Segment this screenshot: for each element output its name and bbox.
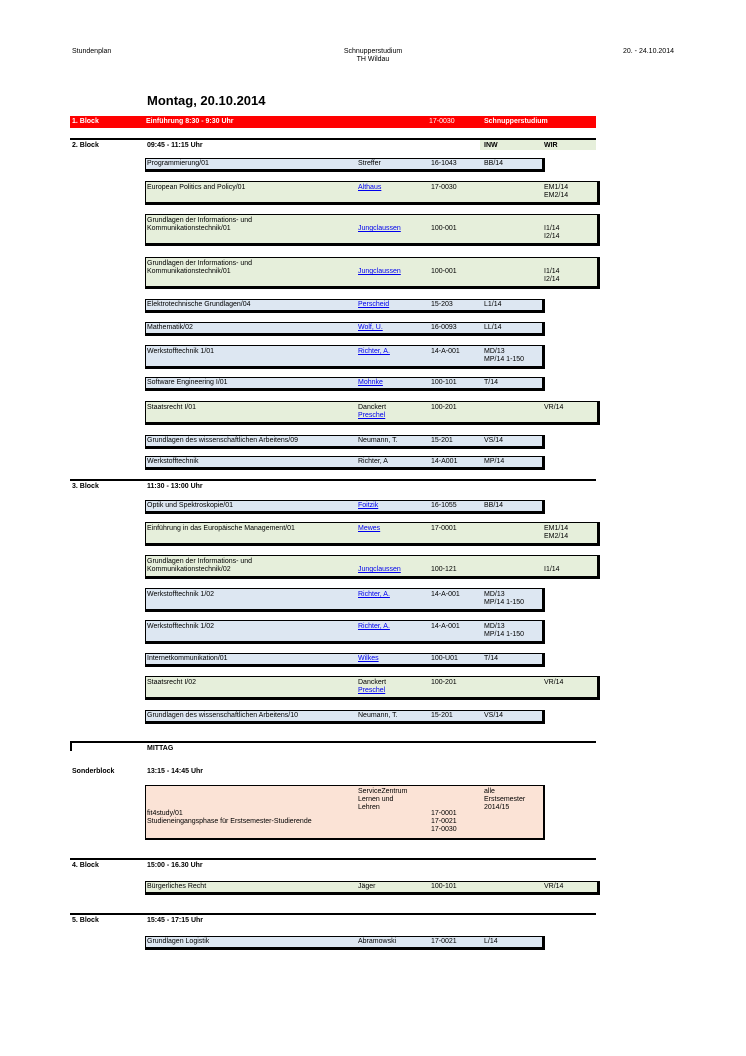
lecturer-link[interactable]: Jungclaussen bbox=[358, 268, 401, 275]
sonder-label: Sonderblock bbox=[72, 768, 115, 775]
header-center-line1: Schnupperstudium bbox=[343, 48, 403, 55]
lecturer-link[interactable]: Richter, A. bbox=[358, 623, 390, 630]
mittag-rule bbox=[70, 741, 596, 743]
room: 16-0093 bbox=[431, 324, 457, 331]
course-name: Elektrotechnische Grundlagen/04 bbox=[147, 301, 251, 308]
room: 100-001 bbox=[431, 225, 457, 232]
course-name: Mathematik/02 bbox=[147, 324, 193, 331]
room: 100-101 bbox=[431, 883, 457, 890]
group-wir: EM1/14 EM2/14 bbox=[544, 184, 569, 199]
lecturer-link[interactable]: Wilkes bbox=[358, 655, 379, 662]
course-name: Grundlagen des wissenschaftlichen Arbeitens/09 bbox=[147, 437, 298, 444]
room: 14-A-001 bbox=[431, 348, 460, 355]
header-right: 20. - 24.10.2014 bbox=[623, 48, 674, 55]
group-inw: L/14 bbox=[484, 938, 498, 945]
block1-label: 1. Block bbox=[72, 118, 99, 125]
room: 14-A-001 bbox=[431, 591, 460, 598]
group-wir: EM1/14 EM2/14 bbox=[544, 525, 569, 540]
room: 15-203 bbox=[431, 301, 453, 308]
lecturer-primary: Danckert bbox=[358, 679, 387, 686]
block3-time: 11:30 - 13:00 Uhr bbox=[147, 483, 203, 490]
course-name: Staatsrecht I/02 bbox=[147, 679, 197, 686]
block1-note: Schnupperstudium bbox=[484, 118, 548, 125]
group-inw: BB/14 bbox=[484, 502, 504, 509]
lecturer-link[interactable]: Wolf, U. bbox=[358, 324, 383, 331]
sonder-time: 13:15 - 14:45 Uhr bbox=[147, 768, 204, 775]
room: 100-121 bbox=[431, 566, 457, 573]
room: 100-201 bbox=[431, 679, 457, 686]
lecturer: Neumann, T. bbox=[358, 712, 398, 719]
course-name: Grundlagen der Informations- und Kommunikationstechnik/01 bbox=[147, 260, 253, 275]
header-left: Stundenplan bbox=[72, 48, 112, 55]
lecturer-link[interactable]: Mewes bbox=[358, 525, 381, 532]
group-wir: VR/14 bbox=[544, 679, 564, 686]
room: 17-0001 17-0021 17-0030 bbox=[431, 810, 457, 833]
course-name: Optik und Spektroskopie/01 bbox=[147, 502, 233, 509]
room: 17-0001 bbox=[431, 525, 457, 532]
group-wir: I1/14 I2/14 bbox=[544, 268, 560, 283]
block1-room: 17-0030 bbox=[429, 118, 455, 125]
block4-time: 15:00 - 16.30 Uhr bbox=[147, 862, 203, 869]
header-center-line2: TH Wildau bbox=[356, 56, 390, 63]
group-wir: VR/14 bbox=[544, 883, 564, 890]
lecturer-link[interactable]: Foitzik bbox=[358, 502, 379, 509]
group: alle Erstsemester 2014/15 bbox=[484, 788, 526, 811]
block2-time: 09:45 - 11:15 Uhr bbox=[147, 142, 203, 149]
course-name: Grundlagen des wissenschaftlichen Arbeitens/10 bbox=[147, 712, 298, 719]
lecturer-primary: Danckert bbox=[358, 404, 387, 411]
course-name: Internetkommunikation/01 bbox=[147, 655, 228, 662]
group-inw: MP/14 bbox=[484, 458, 505, 465]
group-inw: VS/14 bbox=[484, 712, 504, 719]
course-name: Werkstofftechnik bbox=[147, 458, 199, 465]
course-name: Software Engineering I/01 bbox=[147, 379, 228, 386]
course-name: Einführung in das Europäische Management/01 bbox=[147, 525, 295, 532]
room: 17-0030 bbox=[431, 184, 457, 191]
course-name: Werkstofftechnik 1/02 bbox=[147, 591, 215, 598]
day-title: Montag, 20.10.2014 bbox=[147, 93, 266, 108]
group-wir: I1/14 I2/14 bbox=[544, 225, 560, 240]
block4-rule bbox=[70, 858, 596, 860]
group-inw: MD/13 MP/14 1-150 bbox=[484, 623, 525, 638]
block1-bar bbox=[70, 116, 596, 128]
lecturer-link[interactable]: Richter, A. bbox=[358, 591, 390, 598]
course-name: Staatsrecht I/01 bbox=[147, 404, 197, 411]
block2-label: 2. Block bbox=[72, 142, 99, 149]
group-wir: I1/14 bbox=[544, 566, 560, 573]
course-name: Programmierung/01 bbox=[147, 160, 209, 167]
block3-rule bbox=[70, 479, 596, 481]
course-name: Grundlagen der Informations- und Kommunikationstechnik/01 bbox=[147, 217, 253, 232]
block5-time: 15:45 - 17:15 Uhr bbox=[147, 917, 204, 924]
course-name: Grundlagen Logistik bbox=[147, 938, 210, 945]
group-inw: VS/14 bbox=[484, 437, 504, 444]
course-name: Grundlagen der Informations- und Kommunikationstechnik/02 bbox=[147, 558, 253, 573]
lecturer: Jäger bbox=[358, 883, 376, 890]
lecturer-link[interactable]: Preschel bbox=[358, 687, 386, 694]
course-name: Werkstofftechnik 1/01 bbox=[147, 348, 215, 355]
lecturer: Abramowski bbox=[358, 938, 397, 945]
room: 16-1043 bbox=[431, 160, 457, 167]
room: 15-201 bbox=[431, 712, 453, 719]
lecturer: ServiceZentrum Lernen und Lehren bbox=[358, 788, 408, 811]
group-wir: VR/14 bbox=[544, 404, 564, 411]
block2-col-wir: WIR bbox=[544, 142, 558, 149]
room: 100-U01 bbox=[431, 655, 458, 662]
block4-label: 4. Block bbox=[72, 862, 99, 869]
group-inw: T/14 bbox=[484, 379, 499, 386]
room: 100-101 bbox=[431, 379, 457, 386]
group-inw: LL/14 bbox=[484, 324, 502, 331]
lecturer: Neumann, T. bbox=[358, 437, 398, 444]
block1-title: Einführung 8:30 - 9:30 Uhr bbox=[146, 118, 234, 125]
room: 14-A001 bbox=[431, 458, 458, 465]
mittag-label: MITTAG bbox=[147, 745, 174, 752]
lecturer-link[interactable]: Perscheid bbox=[358, 301, 390, 308]
room: 15-201 bbox=[431, 437, 453, 444]
course-name: Bürgerliches Recht bbox=[147, 883, 207, 890]
block5-rule bbox=[70, 913, 596, 915]
lecturer-link[interactable]: Althaus bbox=[358, 184, 382, 191]
lecturer: Streffer bbox=[358, 160, 381, 167]
course-name: fit4study/01 Studieneingangsphase für Erstsemester-Studierende bbox=[147, 810, 312, 825]
block2-col-inw: INW bbox=[484, 142, 498, 149]
group-inw: T/14 bbox=[484, 655, 499, 662]
group-inw: L1/14 bbox=[484, 301, 502, 308]
room: 100-201 bbox=[431, 404, 457, 411]
room: 16-1055 bbox=[431, 502, 457, 509]
group-inw: MD/13 MP/14 1-150 bbox=[484, 348, 525, 363]
lecturer-link[interactable]: Jungclaussen bbox=[358, 566, 401, 573]
room: 17-0021 bbox=[431, 938, 457, 945]
group-inw: BB/14 bbox=[484, 160, 504, 167]
group-inw: MD/13 MP/14 1-150 bbox=[484, 591, 525, 606]
course-name: Werkstofftechnik 1/02 bbox=[147, 623, 215, 630]
lecturer: Richter, A bbox=[358, 458, 388, 465]
lecturer-link[interactable]: Richter, A. bbox=[358, 348, 390, 355]
block3-label: 3. Block bbox=[72, 483, 99, 490]
room: 100-001 bbox=[431, 268, 457, 275]
room: 14-A-001 bbox=[431, 623, 460, 630]
block5-label: 5. Block bbox=[72, 917, 99, 924]
lecturer-link[interactable]: Mohnke bbox=[358, 379, 383, 386]
lecturer-link[interactable]: Preschel bbox=[358, 412, 386, 419]
lecturer-link[interactable]: Jungclaussen bbox=[358, 225, 401, 232]
course-name: European Politics and Policy/01 bbox=[147, 184, 246, 191]
